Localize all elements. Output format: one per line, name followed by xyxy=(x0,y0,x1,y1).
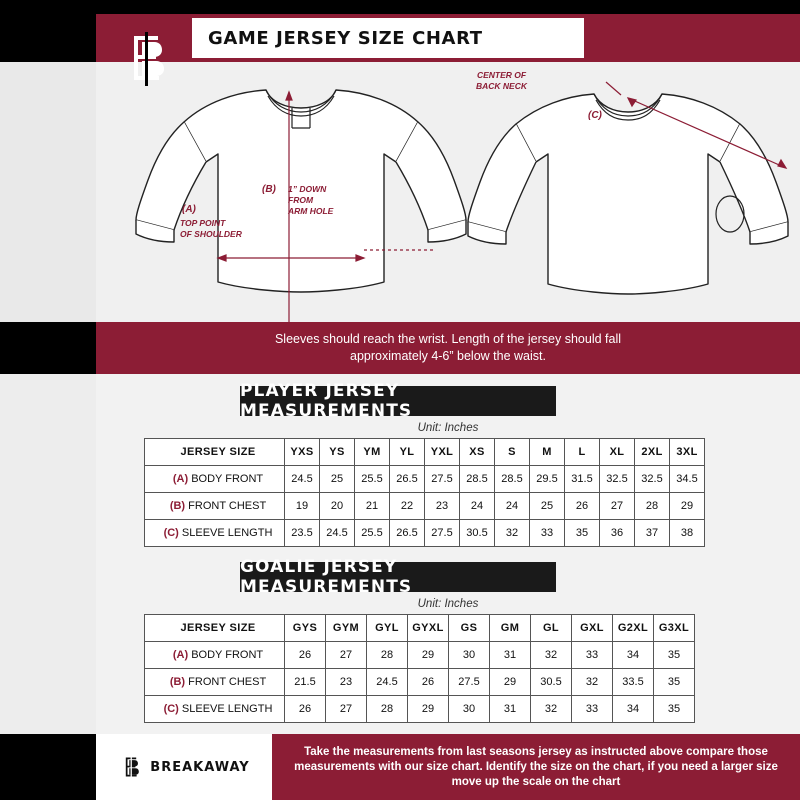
measurement-cell: 30 xyxy=(449,642,490,669)
letter-c: (C) xyxy=(588,110,602,121)
measurement-cell: 30.5 xyxy=(460,520,495,547)
measurement-cell: 24.5 xyxy=(320,520,355,547)
annotation-top-point-shoulder: TOP POINT OF SHOULDER xyxy=(180,218,242,239)
measurement-cell: 35 xyxy=(565,520,600,547)
size-header: 3XL xyxy=(670,439,705,466)
size-header: XL xyxy=(600,439,635,466)
measurement-cell: 21.5 xyxy=(285,669,326,696)
measurement-cell: 33.5 xyxy=(613,669,654,696)
measurement-cell: 32 xyxy=(572,669,613,696)
table-header-row xyxy=(145,439,705,466)
size-header: G3XL xyxy=(654,615,695,642)
measurement-cell: 23 xyxy=(326,669,367,696)
goalie-unit-label: Unit: Inches xyxy=(417,598,479,610)
measurement-cell: 29.5 xyxy=(530,466,565,493)
jersey-diagrams xyxy=(96,62,800,322)
player-section-title-text: PLAYER JERSEY MEASUREMENTS xyxy=(240,381,413,421)
measurement-cell: 26 xyxy=(285,696,326,723)
size-header: GXL xyxy=(572,615,613,642)
measurements-area xyxy=(0,374,800,734)
measurement-cell: 27.5 xyxy=(425,520,460,547)
note-line-1: Sleeves should reach the wrist. Length of the jersey should fall xyxy=(274,332,622,346)
table-row xyxy=(145,466,705,493)
footer-instructions xyxy=(272,734,800,800)
size-header: GL xyxy=(531,615,572,642)
goalie-measurements-table xyxy=(144,614,695,723)
breakaway-logo-icon-footer xyxy=(118,750,144,784)
row-label: (A) BODY FRONT xyxy=(145,642,285,669)
annotation-center-back-neck: CENTER OF BACK NECK xyxy=(476,70,527,91)
measurement-cell: 20 xyxy=(320,493,355,520)
measurement-cell: 27 xyxy=(326,642,367,669)
table-row xyxy=(145,696,695,723)
measurement-cell: 25.5 xyxy=(355,466,390,493)
measurement-cell: 29 xyxy=(408,696,449,723)
measurement-cell: 31 xyxy=(490,642,531,669)
annotation-one-inch-down: 1” DOWN FROM ARM HOLE xyxy=(288,184,334,216)
measurement-cell: 35 xyxy=(654,696,695,723)
measurement-cell: 35 xyxy=(654,642,695,669)
size-header: 2XL xyxy=(635,439,670,466)
footer xyxy=(0,734,800,800)
size-header: M xyxy=(530,439,565,466)
measurement-cell: 27 xyxy=(326,696,367,723)
measurements-inner xyxy=(96,374,800,734)
measurement-cell: 31.5 xyxy=(565,466,600,493)
measurement-cell: 24 xyxy=(495,493,530,520)
measurement-cell: 34.5 xyxy=(670,466,705,493)
breakaway-logo-icon xyxy=(116,28,176,88)
jersey-size-header: JERSEY SIZE xyxy=(145,439,285,466)
page-title xyxy=(192,18,584,58)
table-row xyxy=(145,642,695,669)
measurement-cell: 29 xyxy=(670,493,705,520)
measurement-cell: 30.5 xyxy=(531,669,572,696)
size-header: YXS xyxy=(285,439,320,466)
measurement-cell: 32.5 xyxy=(635,466,670,493)
footer-brand-text: BREAKAWAY xyxy=(150,759,250,775)
measurement-cell: 24.5 xyxy=(285,466,320,493)
measurement-cell: 29 xyxy=(490,669,531,696)
measurement-cell: 24.5 xyxy=(367,669,408,696)
measurement-cell: 34 xyxy=(613,696,654,723)
measurement-cell: 33 xyxy=(572,642,613,669)
measurement-cell: 31 xyxy=(490,696,531,723)
size-header: YM xyxy=(355,439,390,466)
size-header: YL xyxy=(390,439,425,466)
table-row xyxy=(145,520,705,547)
measurement-cell: 32.5 xyxy=(600,466,635,493)
measurement-cell: 22 xyxy=(390,493,425,520)
footer-brand xyxy=(96,734,272,800)
note-band xyxy=(96,322,800,374)
table-row xyxy=(145,493,705,520)
letter-b: (B) xyxy=(262,184,276,195)
size-header: GM xyxy=(490,615,531,642)
goalie-section-title xyxy=(240,557,556,597)
measurement-cell: 24 xyxy=(460,493,495,520)
measurement-cell: 28 xyxy=(635,493,670,520)
measurement-cell: 34 xyxy=(613,642,654,669)
measurement-cell: 21 xyxy=(355,493,390,520)
measurement-cell: 29 xyxy=(408,642,449,669)
table-header-row xyxy=(145,615,695,642)
page-title-text: GAME JERSEY SIZE CHART xyxy=(208,27,483,49)
footer-instructions-text: Take the measurements from last seasons jersey as instructed above compare those measurements with our size chart. Identify the size on the chart, if you need a larger size move up the scale on the chart xyxy=(294,745,778,788)
jersey-size-header: JERSEY SIZE xyxy=(145,615,285,642)
illustration-panel xyxy=(0,62,800,322)
measurement-cell: 26 xyxy=(285,642,326,669)
size-header: GYXL xyxy=(408,615,449,642)
row-label: (B) FRONT CHEST xyxy=(145,669,285,696)
measurement-cell: 26 xyxy=(565,493,600,520)
measurement-cell: 32 xyxy=(531,642,572,669)
note-line-2: approximately 4-6” below the waist. xyxy=(350,349,546,363)
measurement-cell: 25 xyxy=(320,466,355,493)
letter-a: (A) xyxy=(182,204,196,215)
size-header: GYS xyxy=(285,615,326,642)
size-header: YXL xyxy=(425,439,460,466)
player-unit-label: Unit: Inches xyxy=(417,422,479,434)
row-label: (B) FRONT CHEST xyxy=(145,493,285,520)
measurement-cell: 37 xyxy=(635,520,670,547)
measurement-cell: 35 xyxy=(654,669,695,696)
row-label: (C) SLEEVE LENGTH xyxy=(145,696,285,723)
size-header: YS xyxy=(320,439,355,466)
measurement-cell: 32 xyxy=(531,696,572,723)
size-header: GS xyxy=(449,615,490,642)
measurement-cell: 38 xyxy=(670,520,705,547)
measurement-cell: 28.5 xyxy=(495,466,530,493)
player-section-title xyxy=(240,381,556,421)
measurement-cell: 26.5 xyxy=(390,520,425,547)
measurement-cell: 33 xyxy=(530,520,565,547)
size-header: GYM xyxy=(326,615,367,642)
measurement-cell: 27.5 xyxy=(449,669,490,696)
row-label: (C) SLEEVE LENGTH xyxy=(145,520,285,547)
illustration-inner xyxy=(96,62,800,322)
measurement-cell: 27 xyxy=(600,493,635,520)
player-measurements-table xyxy=(144,438,705,547)
measurement-cell: 23 xyxy=(425,493,460,520)
measurement-cell: 33 xyxy=(572,696,613,723)
size-header: XS xyxy=(460,439,495,466)
measurement-cell: 27.5 xyxy=(425,466,460,493)
measurement-cell: 26 xyxy=(408,669,449,696)
size-header: G2XL xyxy=(613,615,654,642)
measurement-cell: 25.5 xyxy=(355,520,390,547)
measurement-cell: 19 xyxy=(285,493,320,520)
row-label: (A) BODY FRONT xyxy=(145,466,285,493)
measurement-cell: 36 xyxy=(600,520,635,547)
measurement-cell: 30 xyxy=(449,696,490,723)
measurement-cell: 28.5 xyxy=(460,466,495,493)
size-header: GYL xyxy=(367,615,408,642)
measurement-cell: 26.5 xyxy=(390,466,425,493)
size-header: L xyxy=(565,439,600,466)
measurement-cell: 28 xyxy=(367,642,408,669)
measurement-cell: 23.5 xyxy=(285,520,320,547)
goalie-section-title-text: GOALIE JERSEY MEASUREMENTS xyxy=(240,557,413,597)
table-row xyxy=(145,669,695,696)
measurement-cell: 28 xyxy=(367,696,408,723)
measurement-cell: 25 xyxy=(530,493,565,520)
measurement-cell: 32 xyxy=(495,520,530,547)
size-header: S xyxy=(495,439,530,466)
